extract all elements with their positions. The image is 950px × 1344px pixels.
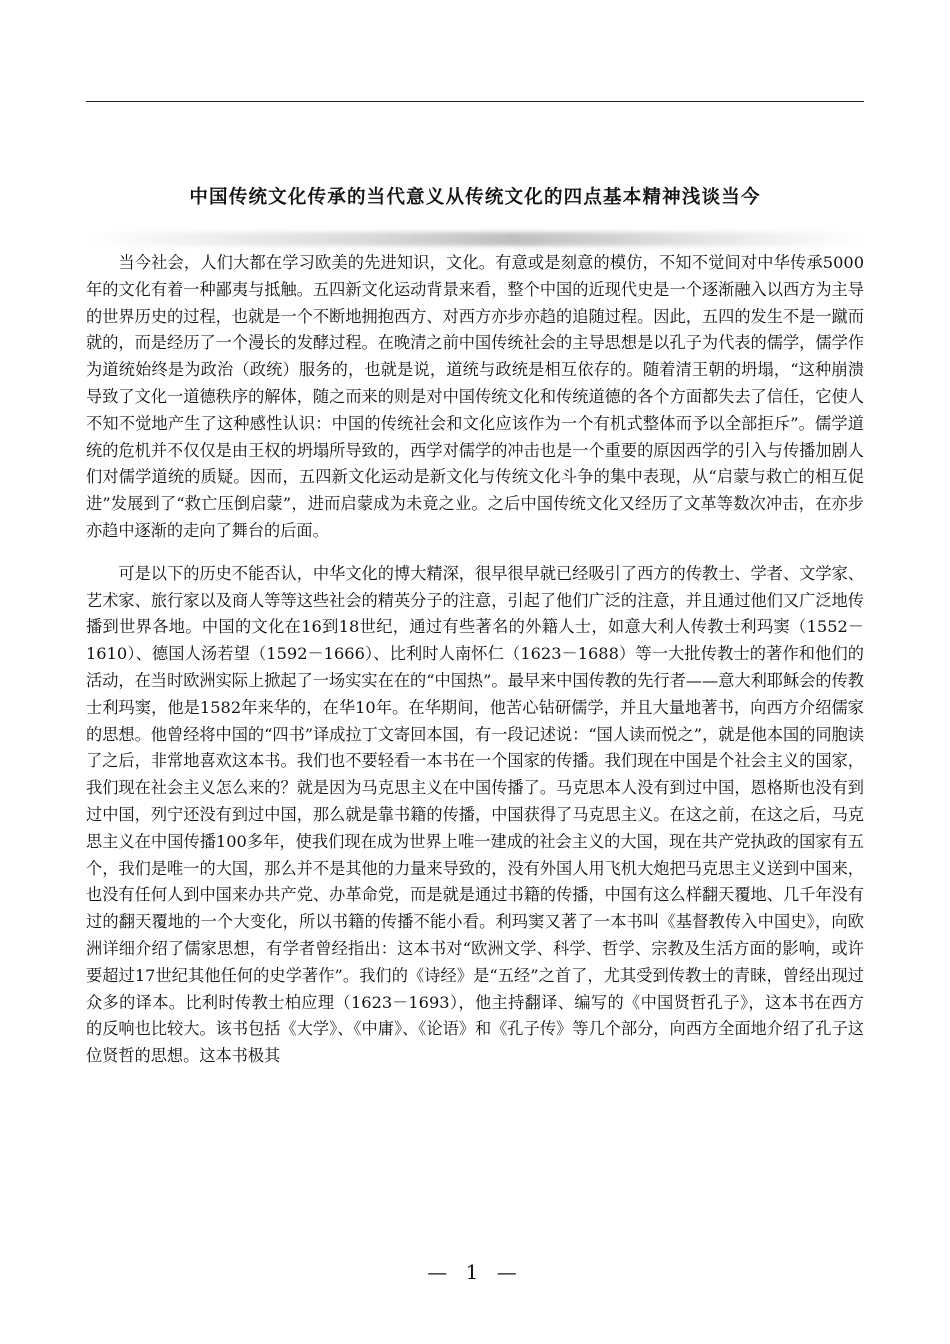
page-number: — 1 —: [427, 1260, 523, 1284]
header-rule: [86, 101, 864, 102]
document-body: [86, 250, 864, 1086]
title-shadow-decoration: [86, 232, 864, 246]
paragraph-1: 当今社会，人们大都在学习欧美的先进知识，文化。有意或是刻意的模仿，不知不觉间对中华传承5000年的文化有着一种鄙夷与抵触。五四新文化运动背景来看，整个中国的近现代史是一个逐渐融入以西方为主导的世界历史的过程，也就是一个不断地拥抱西方、对西方亦步亦趋的追随过程。因此，五四的发生不是一蹴而就的，而是经历了一个漫长的发酵过程。在晚清之前中国传统社会的主导思想是以孔子为代表的儒学，儒学作为道统始终是为政治（政统）服务的，也就是说，道统与政统是相互依存的。随着清王朝的坍塌，“这种崩溃导致了文化一道德秩序的解体，随之而来的则是对中国传统文化和传统道德的各个方面都失去了信任，它使人不知不觉地产生了这种感性认识：中国的传统社会和文化应该作为一个有机式整体而予以全部拒斥”。儒学道统的危机并不仅仅是由王权的坍塌所导致的，西学对儒学的冲击也是一个重要的原因西学的引入与传播加剧人们对儒学道统的质疑。因而，五四新文化运动是新文化与传统文化斗争的集中表现，从“启蒙与救亡的相互促进”发展到了“救亡压倒启蒙”，进而启蒙成为未竟之业。之后中国传统文化又经历了文革等数次冲击，在亦步亦趋中逐渐的走向了舞台的后面。: [86, 253, 864, 540]
document-title: 中国传统文化传承的当代意义从传统文化的四点基本精神浅谈当今: [189, 187, 761, 208]
paragraph-2: 可是以下的历史不能否认，中华文化的博大精深，很早很早就已经吸引了西方的传教士、学者、文学家、艺术家、旅行家以及商人等等这些社会的精英分子的注意，引起了他们广泛的注意，并且通过他们又广泛地传播到世界各地。中国的文化在16到18世纪，通过有些著名的外籍人士，如意大利人传教士利玛窦（1552－1610）、德国人汤若望（1592－1666）、比利时人南怀仁（1623－1688）等一大批传教士的著作和他们的活动，在当时欧洲实际上掀起了一场实实在在的“中国热”。最早来中国传教的先行者——意大利耶稣会的传教士利玛窦，他是1582年来华的，在华10年。在华期间，他苦心钻研儒学，并且大量地著书，向西方介绍儒家的思想。他曾经将中国的“四书”译成拉丁文寄回本国，有一段记述说：“国人读而悦之”，就是他本国的同胞读了之后，非常地喜欢这本书。我们也不要轻看一本书在一个国家的传播。我们现在中国是个社会主义的国家，我们现在社会主义怎么来的？就是因为马克思主义在中国传播了。马克思本人没有到过中国，恩格斯也没有到过中国，列宁还没有到过中国，那么就是靠书籍的传播，中国获得了马克思主义。在这之前，在这之后，马克思主义在中国传播100多年，使我们现在成为世界上唯一建成的社会主义的大国，现在共产党执政的国家有五个，我们是唯一的大国，那么并不是其他的力量来导致的，没有外国人用飞机大炮把马克思主义送到中国来，也没有任何人到中国来办共产党、办革命党，而是就是通过书籍的传播，中国有这么样翻天覆地、几千年没有过的翻天覆地的一个大变化，所以书籍的传播不能小看。利玛窦又著了一本书叫《基督教传入中国史》，向欧洲详细介绍了儒家思想，有学者曾经指出：这本书对“欧洲文学、科学、哲学、宗教及生活方面的影响，或许要超过17世纪其他任何的史学著作”。我们的《诗经》是“五经”之首了，尤其受到传教士的青睐，曾经出现过众多的译本。比利时传教士柏应理（1623－1693），他主持翻译、编写的《中国贤哲孔子》，这本书在西方的反响也比较大。该书包括《大学》、《中庸》、《论语》和《孔子传》等几个部分，向西方全面地介绍了孔子这位贤哲的思想。这本书极其: [86, 563, 864, 1066]
